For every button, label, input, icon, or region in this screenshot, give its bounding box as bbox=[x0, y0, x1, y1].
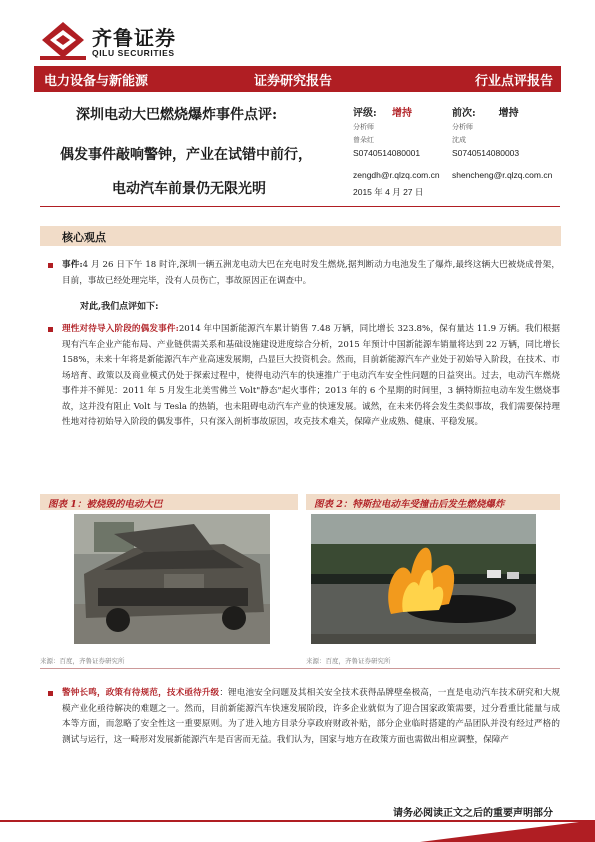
bullet-icon bbox=[48, 327, 53, 332]
prev-rating-label: 前次: bbox=[452, 108, 476, 119]
figure-2-title-text: 图表 2：特斯拉电动车受撞击后发生燃烧爆炸 bbox=[314, 499, 505, 510]
prev-rating-value: 增持 bbox=[498, 108, 519, 119]
analyst-1-info bbox=[353, 104, 420, 158]
banner-category: 行业点评报告 bbox=[474, 74, 553, 89]
figure-1-title-text: 图表 1：被烧毁的电动大巴 bbox=[48, 499, 163, 510]
rational-label: 理性对待导入阶段的偶发事件: bbox=[62, 324, 179, 334]
title-line-3: 电动汽车前景仍无限光明 bbox=[112, 181, 266, 197]
figure-1-source: 来源：百度，齐鲁证券研究所 bbox=[40, 657, 125, 665]
rating-label: 评级: bbox=[353, 108, 377, 119]
analyst-1-cert: S0740514080001 bbox=[353, 148, 421, 158]
logo-cn-text: 齐鲁证券 bbox=[92, 26, 176, 50]
analyst-1-role: 分析师 bbox=[353, 123, 374, 131]
header-divider bbox=[40, 206, 560, 207]
bullet-icon bbox=[48, 263, 53, 268]
core-section-header bbox=[40, 226, 561, 246]
analyst-1-name: 曾朵红 bbox=[353, 136, 374, 144]
banner-sector: 电力设备与新能源 bbox=[44, 74, 149, 89]
figure-2-title bbox=[306, 494, 560, 510]
rational-text: 2014 年中国新能源汽车累计销售 7.48 万辆，同比增长 323.8%，保有量达 11.9 万辆。我们根据现有汽车企业产能布局、产业链供需关系和基础设施建设进度综合分析，2015 年预计中国新能源车销量将达到 22 万辆，同比增长 158%，未来十年将是新能源汽车产业高速发展期，凸显巨大投资机会。然而，目前新能源汽车产业处于初始导入阶段，在技术、市场培育、政策以及商业模式仍处于探索过程中，使得电动汽车的快速推广于电动汽车安全性问题的日益突出。过去，电动汽车燃烧事件并不鲜见：2011 年 5 月发生北美雪佛兰 Volt"静态"起火事件；2013 年的 6 个星期的时间里，3 辆特斯拉电动车发生燃烧事故，这并没有阻止 Volt 与 Tesla 的热销，也未阻碍电动汽车产业的快速发展。诚然，在未来仍将会发生类似事故，我们需要保持理性地对待初始导入阶段的偶发事件，只有深入剖析事故原因，攻克技术难关，保障产业成熟、健康、平稳发展。 bbox=[62, 324, 560, 427]
report-date: 2015 年 4 月 27 日 bbox=[353, 187, 424, 197]
rational-paragraph bbox=[62, 322, 560, 431]
event-label: 事件: bbox=[62, 260, 83, 270]
logo-en-text: QILU SECURITIES bbox=[92, 48, 175, 58]
logo-mark-icon bbox=[40, 20, 86, 60]
company-logo bbox=[40, 20, 200, 60]
rating-value: 增持 bbox=[391, 108, 412, 119]
figure-2-photo-tesla-fire bbox=[311, 514, 536, 644]
warning-text: ：锂电池安全问题及其相关安全技术获得品牌壁垒极高，一直是电动汽车技术研究和大规模产业化亟待解决的难题之一。然而，目前新能源汽车快速发展阶段，许多企业就似为了迎合国家政策需要，过分看重比能量与成本等方面，而忽略了安全性这一重要原则。为了进入地方目录分享政府财政补贴，部分企业临时搭建的产品团队并没有经过严格的测试与运行，这一畸形对发展新能源汽车是百害而无益。我们认为，国家与地方在政策方面也需做出相应调整，保障产 bbox=[62, 688, 560, 745]
warning-paragraph bbox=[62, 686, 560, 748]
event-text: 4 月 26 日下午 18 时许,深圳一辆五洲龙电动大巴在充电时发生燃烧,据判断动力电池发生了爆炸,最终这辆大巴被烧成骨架，目前，事故已经处理完毕，没有人员伤亡，事故原因正在调查中。 bbox=[62, 260, 560, 286]
footer-disclaimer: 请务必阅读正文之后的重要声明部分 bbox=[393, 808, 553, 819]
title-line-2: 偶发事件敲响警钟，产业在试错中前行， bbox=[60, 147, 312, 163]
analyst-2-role: 分析师 bbox=[452, 123, 473, 131]
bullet-icon bbox=[48, 691, 53, 696]
figure-1-photo-burned-bus bbox=[74, 514, 270, 644]
core-section-title: 核心观点 bbox=[62, 231, 106, 244]
analyst-2-name: 沈成 bbox=[452, 136, 466, 144]
comment-intro: 对此,我们点评如下: bbox=[80, 302, 159, 312]
event-paragraph bbox=[62, 258, 560, 289]
warning-label: 警钟长鸣，政策有待规范，技术亟待升级 bbox=[62, 688, 220, 698]
title-line-1: 深圳电动大巴燃烧爆炸事件点评: bbox=[76, 107, 278, 123]
banner-report-type: 证券研究报告 bbox=[254, 74, 333, 89]
analyst-2-info bbox=[452, 104, 519, 158]
footer-accent bbox=[420, 820, 595, 842]
figure-1-title bbox=[40, 494, 298, 510]
analyst-2-cert: S0740514080003 bbox=[452, 148, 520, 158]
figure-2-source: 来源：百度，齐鲁证券研究所 bbox=[306, 657, 391, 665]
report-banner bbox=[34, 66, 561, 92]
figure-divider bbox=[40, 668, 560, 669]
analyst-2-email[interactable]: shencheng@r.qlzq.com.cn bbox=[452, 170, 553, 180]
analyst-1-email[interactable]: zengdh@r.qlzq.com.cn bbox=[353, 170, 440, 180]
